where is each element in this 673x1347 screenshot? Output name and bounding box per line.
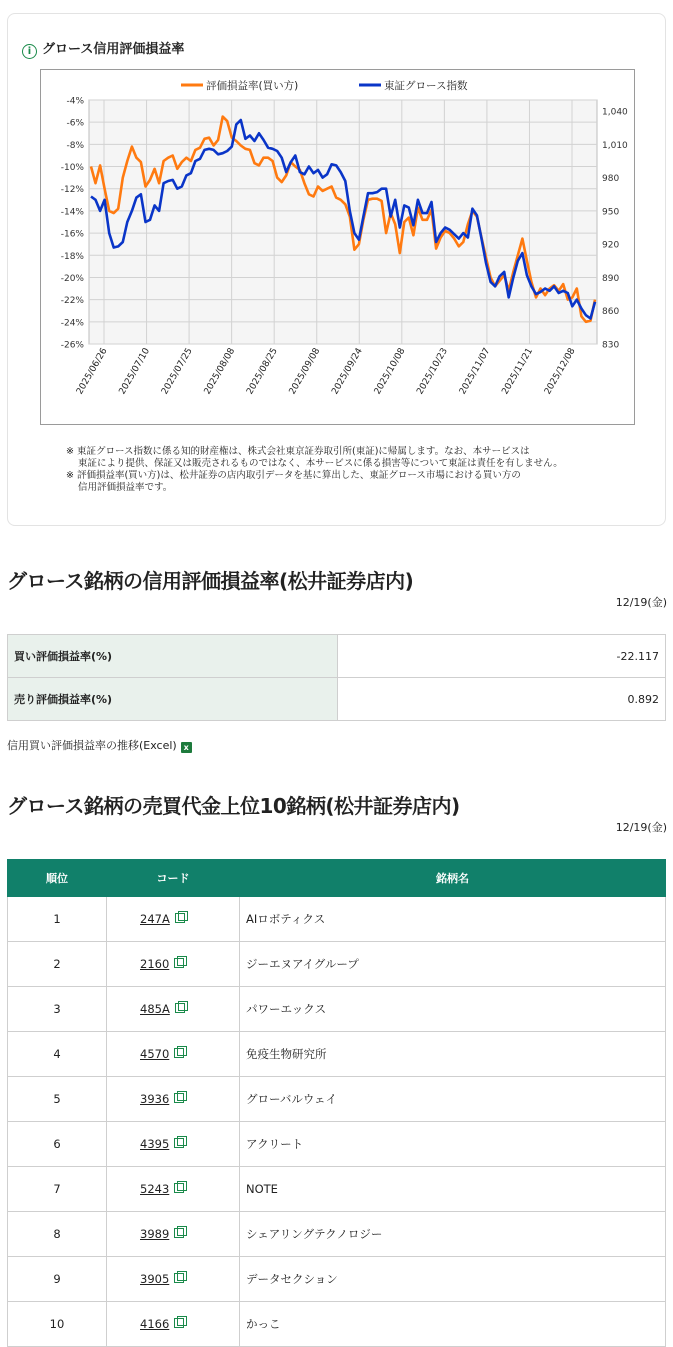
table-row [8,1032,666,1077]
chart-card [7,13,666,526]
stock-name-cell: アクリート [240,1122,666,1167]
copy-icon[interactable] [174,1138,184,1148]
y-left-tick-label: -26% [60,340,84,351]
table-row [8,1302,666,1347]
stock-code-link[interactable]: 4570 [140,1047,170,1061]
code-cell [107,1077,240,1122]
y-right-tick-label: 920 [602,240,620,251]
x-tick-label: 2025/10/08 [372,346,408,397]
stock-name-cell: パワーエックス [240,987,666,1032]
section2-date: 12/19(金) [615,821,667,834]
y-left-tick-label: -10% [60,163,84,174]
chart-card-title-text: グロース信用評価損益率 [42,42,185,57]
stock-code-link[interactable]: 2160 [140,957,170,971]
header-code: コード [107,860,240,897]
code-cell [107,1032,240,1077]
rank-cell: 5 [8,1077,107,1122]
info-icon[interactable]: i [22,44,37,59]
stock-code-link[interactable]: 3989 [140,1227,170,1241]
x-tick-label: 2025/07/25 [160,346,195,397]
copy-icon[interactable] [174,958,184,968]
code-cell [107,897,240,942]
x-tick-label: 2025/11/07 [457,346,493,397]
table-row [8,942,666,987]
y-right-tick-label: 860 [602,307,620,318]
code-cell [107,942,240,987]
y-left-tick-label: -20% [60,273,84,284]
code-cell [107,1302,240,1347]
y-right-tick-label: 890 [602,273,620,284]
excel-file-icon[interactable]: x [181,742,192,753]
table-row [8,1212,666,1257]
stock-code-link[interactable]: 3905 [140,1272,170,1286]
stock-name-cell: データセクション [240,1257,666,1302]
section1-date: 12/19(金) [615,596,667,609]
stock-name-cell: グローバルウェイ [240,1077,666,1122]
header-rank: 順位 [8,860,107,897]
legend-label: 評価損益率(買い方) [206,80,299,92]
note-line: 東証により提供、保証又は販売されるものではなく、本サービスに係る損害等について東証は責任を有しません。 [78,458,563,469]
stock-code-link[interactable]: 5243 [140,1182,170,1196]
sell-rate-value: 0.892 [338,678,666,721]
top10-table [7,859,666,1347]
margin-rate-table [7,634,666,721]
y-right-tick-label: 950 [602,207,620,218]
y-right-tick-label: 1,040 [602,107,628,118]
y-left-tick-label: -24% [60,318,84,329]
copy-icon[interactable] [174,1183,184,1193]
copy-icon[interactable] [174,1318,184,1328]
rank-cell: 4 [8,1032,107,1077]
section2-title: グロース銘柄の売買代金上位10銘柄(松井証券店内) [7,794,460,818]
table-row [8,897,666,942]
x-tick-label: 2025/06/26 [75,346,110,397]
margin-rate-chart [41,70,634,424]
rank-cell: 3 [8,987,107,1032]
x-tick-label: 2025/10/23 [415,346,450,397]
table-row [8,987,666,1032]
rank-cell: 6 [8,1122,107,1167]
header-name: 銘柄名 [240,860,666,897]
stock-name-cell: ジーエヌアイグループ [240,942,666,987]
y-right-tick-label: 980 [602,174,620,185]
buy-rate-value: -22.117 [338,635,666,678]
y-left-tick-label: -22% [60,296,84,307]
note-line: ※ 評価損益率(買い方)は、松井証券の店内取引データを基に算出した、東証グロース市場における買い方の [66,470,521,481]
x-tick-label: 2025/08/08 [202,346,238,397]
note-line: 信用評価損益率です。 [78,482,173,493]
chart-frame [40,69,635,425]
table-row [8,1122,666,1167]
rank-cell: 8 [8,1212,107,1257]
rank-cell: 9 [8,1257,107,1302]
code-cell [107,1167,240,1212]
copy-icon[interactable] [175,1003,185,1013]
code-cell [107,1212,240,1257]
stock-code-link[interactable]: 4166 [140,1317,170,1331]
stock-name-cell: 免疫生物研究所 [240,1032,666,1077]
stock-code-link[interactable]: 247A [140,912,170,926]
rank-cell: 10 [8,1302,107,1347]
code-cell [107,987,240,1032]
stock-code-link[interactable]: 485A [140,1002,170,1016]
y-left-tick-label: -4% [66,96,84,107]
plot-area [89,100,597,344]
chart-card-title [22,38,184,59]
code-cell [107,1122,240,1167]
section1-title: グロース銘柄の信用評価損益率(松井証券店内) [7,569,414,593]
rank-cell: 2 [8,942,107,987]
table-row [8,1167,666,1212]
copy-icon[interactable] [175,913,185,923]
excel-link-text[interactable]: 信用買い評価損益率の推移(Excel) [7,739,177,752]
table-row [8,1257,666,1302]
table-row [8,678,666,721]
copy-icon[interactable] [174,1228,184,1238]
y-left-tick-label: -14% [60,207,84,218]
excel-download-link[interactable] [7,737,192,753]
x-tick-label: 2025/12/08 [543,346,578,397]
stock-name-cell: シェアリングテクノロジー [240,1212,666,1257]
copy-icon[interactable] [174,1273,184,1283]
y-left-tick-label: -16% [60,229,84,240]
y-left-tick-label: -8% [66,140,84,151]
table-row [8,635,666,678]
note-line: ※ 東証グロース指数に係る知的財産権は、株式会社東京証券取引所(東証)に帰属します。なお、本サービスは [66,446,530,457]
x-tick-label: 2025/08/25 [245,346,280,397]
y-left-tick-label: -6% [66,118,84,129]
table-row [8,1077,666,1122]
copy-icon[interactable] [174,1048,184,1058]
y-left-tick-label: -18% [60,251,84,262]
copy-icon[interactable] [174,1093,184,1103]
x-tick-label: 2025/09/24 [330,346,365,397]
x-tick-label: 2025/07/10 [117,346,153,397]
table-header-row [8,860,666,897]
sell-rate-label: 売り評価損益率(%) [8,678,338,721]
x-tick-label: 2025/09/08 [287,346,323,397]
legend-label: 東証グロース指数 [384,80,468,92]
rank-cell: 7 [8,1167,107,1212]
x-tick-label: 2025/11/21 [500,346,536,397]
chart-notes [66,446,666,494]
stock-name-cell: AIロボティクス [240,897,666,942]
stock-name-cell: かっこ [240,1302,666,1347]
stock-code-link[interactable]: 3936 [140,1092,170,1106]
y-right-tick-label: 830 [602,340,620,351]
rank-cell: 1 [8,897,107,942]
y-left-tick-label: -12% [60,185,84,196]
code-cell [107,1257,240,1302]
stock-code-link[interactable]: 4395 [140,1137,170,1151]
stock-name-cell: NOTE [240,1167,666,1212]
buy-rate-label: 買い評価損益率(%) [8,635,338,678]
y-right-tick-label: 1,010 [602,140,628,151]
